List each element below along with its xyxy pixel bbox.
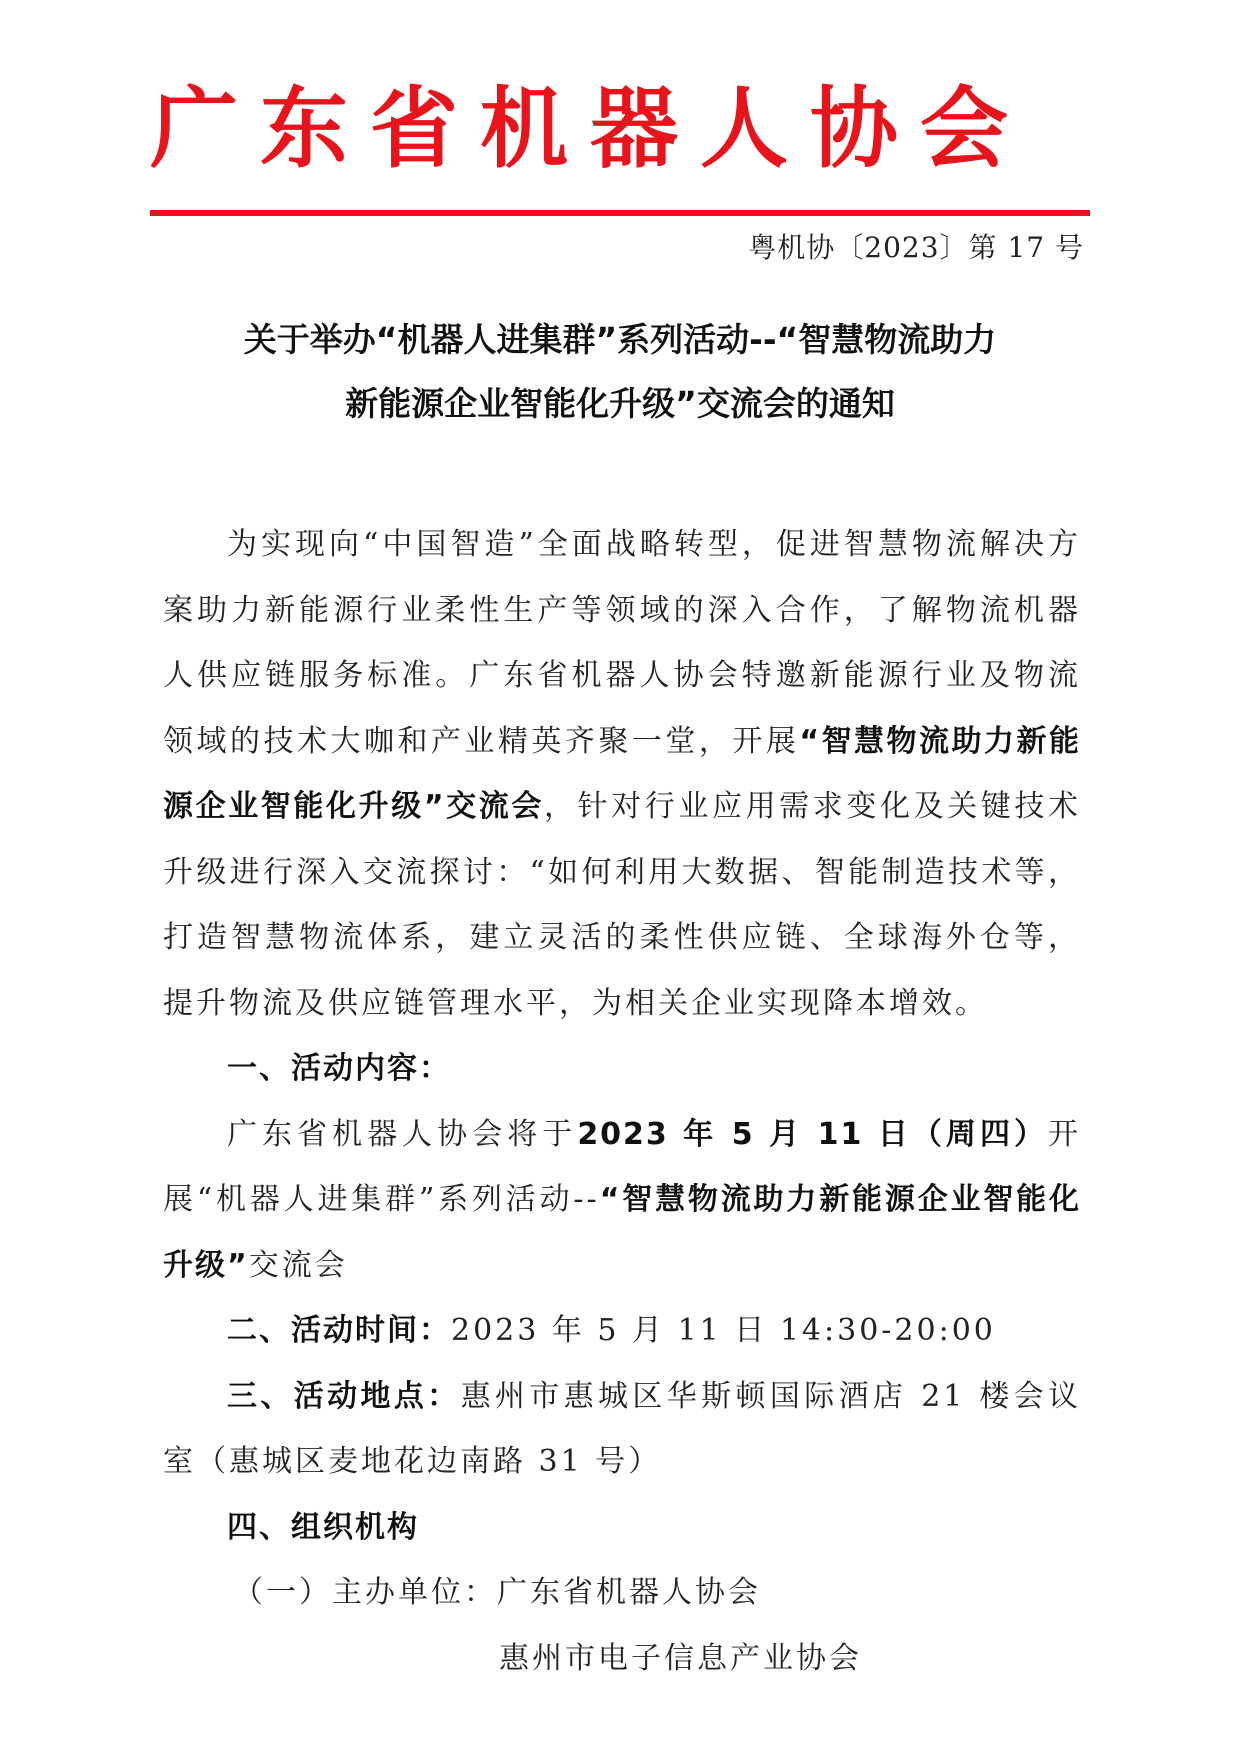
section-3-heading: 三、活动地点： [227, 1378, 461, 1414]
masthead-org-name: 广东省机器人协会 [150, 76, 1031, 180]
title-line-1: 关于举办“机器人进集群”系列活动--“智慧物流助力 [243, 320, 997, 359]
host-label: （一）主办单位： [233, 1575, 497, 1610]
section-1-date: 2023 年 5 月 11 日（周四） [577, 1116, 1049, 1152]
section-2-value: 2023 年 5 月 11 日 14:30-20:00 [451, 1313, 996, 1348]
section-2-heading: 二、活动时间： [227, 1313, 451, 1348]
intro-event-name: “智慧物流助力新能源企业智能化升级”交流会 [163, 723, 1082, 824]
section-1-event-name: “智慧物流助力新能源企业智能化升级” [163, 1182, 1081, 1283]
document-title [150, 308, 1090, 436]
document-body [163, 512, 1081, 1691]
host-org-2: 惠州市电子信息产业协会 [499, 1640, 862, 1676]
host-org-1: 广东省机器人协会 [497, 1575, 761, 1610]
section-1-text-3: 交流会 [248, 1247, 348, 1283]
intro-text-1: 为实现向“中国智造”全面战略转型，促进智慧物流解决方案助力新能源行业柔性生产等领域的深入合作，了解物流机器人供应链服务标准。广东省机器人协会特邀新能源行业及物流领域的技术大咖和产业精英齐聚一堂，开展 [163, 527, 1081, 759]
title-line-2: 新能源企业智能化升级”交流会的通知 [345, 384, 895, 423]
section-1-heading: 一、活动内容： [227, 1051, 451, 1086]
section-3-value: 惠州市惠城区华斯顿国际酒店 21 楼会议室（惠城区麦地花边南路 31 号） [163, 1378, 1082, 1479]
section-1-paragraph [163, 1102, 1081, 1299]
document-number: 粤机协〔2023〕第 17 号 [748, 231, 1084, 264]
section-1-text-1: 广东省机器人协会将于 [227, 1116, 578, 1152]
intro-text-2: ，针对行业应用需求变化及关键技术升级进行深入交流探讨：“如何利用大数据、智能制造技术等，打造智慧物流体系，建立灵活的柔性供应链、全球海外仓等，提升物流及供应链管理水平，为相关企业实现降本增效。 [163, 789, 1081, 1021]
section-1-text-2: 开展“机器人进集群”系列活动-- [163, 1116, 1082, 1217]
intro-paragraph [163, 512, 1081, 1036]
section-2-paragraph [163, 1298, 1081, 1364]
section-3-paragraph [163, 1364, 1081, 1495]
host-row [163, 1560, 1081, 1626]
masthead-red-rule [150, 210, 1090, 216]
section-4-heading: 四、组织机构 [227, 1509, 419, 1545]
